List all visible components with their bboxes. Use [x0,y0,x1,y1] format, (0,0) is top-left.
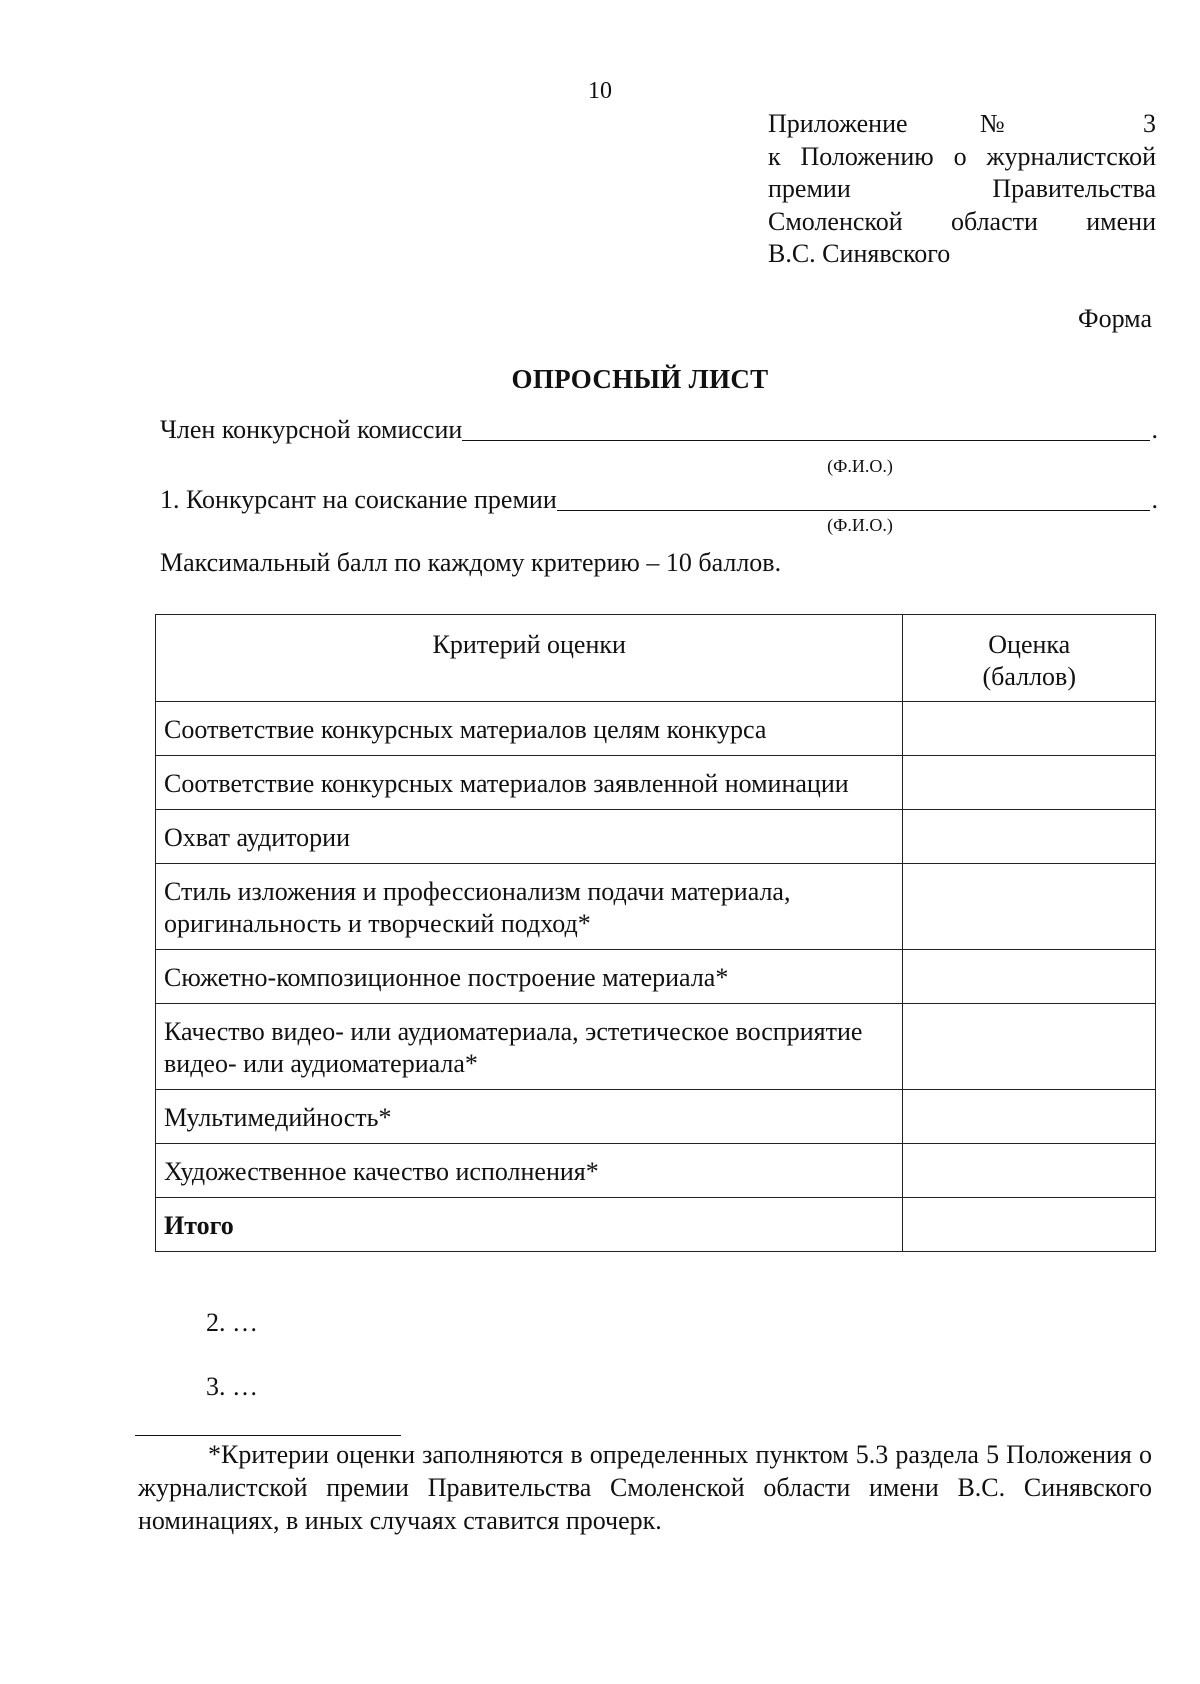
score-cell[interactable] [903,864,1156,950]
commission-member-row [160,414,1158,445]
contestant-row [160,484,1158,515]
appendix-line: Смоленской области имени [768,206,1156,236]
total-score-cell[interactable] [903,1198,1156,1252]
criterion-cell: Мультимедийность* [156,1090,903,1144]
appendix-heading [768,108,1156,271]
appendix-line: премии Правительства [768,174,1156,203]
table-row [156,864,1156,950]
commission-member-blank[interactable] [462,414,1149,441]
score-cell[interactable] [903,950,1156,1004]
footnote-divider [135,1435,401,1436]
score-cell[interactable] [903,1090,1156,1144]
list-item: 2. … [206,1308,258,1337]
contestant-period: . [1151,485,1158,514]
criterion-cell: Охват аудитории [156,810,903,864]
score-cell[interactable] [903,1144,1156,1198]
table-row [156,702,1156,756]
criterion-cell: Соответствие конкурсных материалов целям конкурса [156,702,903,756]
criteria-table [155,614,1156,1252]
score-header-line: (баллов) [982,662,1076,691]
score-cell[interactable] [903,756,1156,810]
list-item: 3. … [206,1372,258,1401]
document-title: ОПРОСНЫЙ ЛИСТ [511,364,769,394]
table-row [156,1090,1156,1144]
appendix-line: Приложение № 3 [768,109,1156,138]
table-row [156,756,1156,810]
commission-member-period: . [1151,415,1158,444]
score-header [903,615,1156,702]
criterion-cell: Стиль изложения и профессионализм подачи материала, оригинальность и творческий подход* [156,864,903,950]
criterion-header: Критерий оценки [156,615,903,702]
criterion-cell: Сюжетно-композиционное построение материала* [156,950,903,1004]
criterion-cell: Качество видео- или аудиоматериала, эстетическое восприятие видео- или аудиоматериала* [156,1004,903,1090]
footnote: *Критерии оценки заполняются в определенных пунктом 5.3 раздела 5 Положения о журналистской премии Правительства Смоленской области имени В.С. Синявского номинациях, в иных случаях ставится прочерк. [138,1440,1152,1535]
score-cell[interactable] [903,810,1156,864]
form-label: Форма [1078,304,1152,333]
contestant-caption: (Ф.И.О.) [827,515,893,535]
max-score-note: Максимальный балл по каждому критерию – 10 баллов. [160,548,782,577]
score-header-line: Оценка [988,630,1071,659]
criterion-cell: Соответствие конкурсных материалов заявленной номинации [156,756,903,810]
commission-member-caption: (Ф.И.О.) [827,456,893,476]
score-cell[interactable] [903,702,1156,756]
criterion-cell: Художественное качество исполнения* [156,1144,903,1198]
score-cell[interactable] [903,1004,1156,1090]
contestant-blank[interactable] [557,484,1150,511]
page-number: 10 [588,78,612,104]
total-row [156,1198,1156,1252]
total-label-cell: Итого [156,1198,903,1252]
commission-member-label: Член конкурсной комиссии [160,415,463,444]
appendix-line: В.С. Синявского [768,239,951,268]
table-row [156,810,1156,864]
contestant-label: 1. Конкурсант на соискание премии [160,485,557,514]
table-header-row [156,615,1156,702]
table-row [156,950,1156,1004]
table-row [156,1144,1156,1198]
table-row [156,1004,1156,1090]
appendix-line: к Положению о журналистской [768,141,1156,171]
